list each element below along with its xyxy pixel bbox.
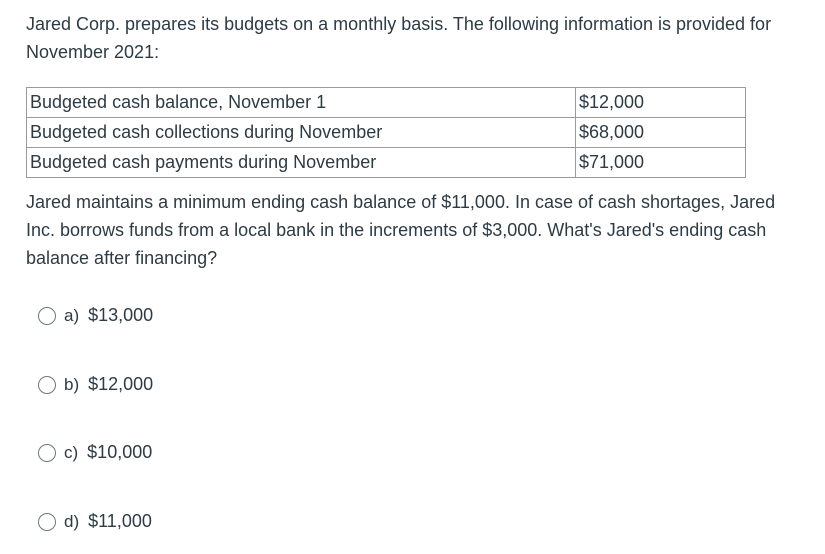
option-letter: a) xyxy=(64,305,80,325)
option-value: $11,000 xyxy=(88,511,152,531)
row-value: $71,000 xyxy=(576,148,746,178)
question-intro: Jared Corp. prepares its budgets on a monthly basis. The following information is provided for November 2021: xyxy=(26,14,772,62)
option-letter: d) xyxy=(64,511,80,531)
option-value: $10,000 xyxy=(87,442,153,462)
answer-option-d[interactable] xyxy=(38,511,152,532)
radio-button[interactable] xyxy=(38,444,56,462)
option-value: $13,000 xyxy=(88,305,154,325)
table-row xyxy=(27,118,746,148)
table-row xyxy=(27,88,746,118)
radio-button[interactable] xyxy=(38,376,56,394)
answer-option-b[interactable] xyxy=(38,374,153,395)
table-row xyxy=(27,148,746,178)
radio-button[interactable] xyxy=(38,513,56,531)
budget-table xyxy=(26,87,746,178)
radio-button[interactable] xyxy=(38,307,56,325)
answer-option-a[interactable] xyxy=(38,305,153,326)
row-value: $68,000 xyxy=(576,118,746,148)
option-value: $12,000 xyxy=(88,374,154,394)
row-label: Budgeted cash balance, November 1 xyxy=(27,88,576,118)
option-letter: c) xyxy=(64,442,79,462)
answer-option-c[interactable] xyxy=(38,442,152,463)
row-label: Budgeted cash collections during November xyxy=(27,118,576,148)
option-letter: b) xyxy=(64,374,80,394)
row-label: Budgeted cash payments during November xyxy=(27,148,576,178)
row-value: $12,000 xyxy=(576,88,746,118)
question-text: Jared maintains a minimum ending cash balance of $11,000. In case of cash shortages, Jared Inc. borrows funds from a local bank in the increments of $3,000. What's Jared's ending cash balance after financing? xyxy=(26,192,776,268)
